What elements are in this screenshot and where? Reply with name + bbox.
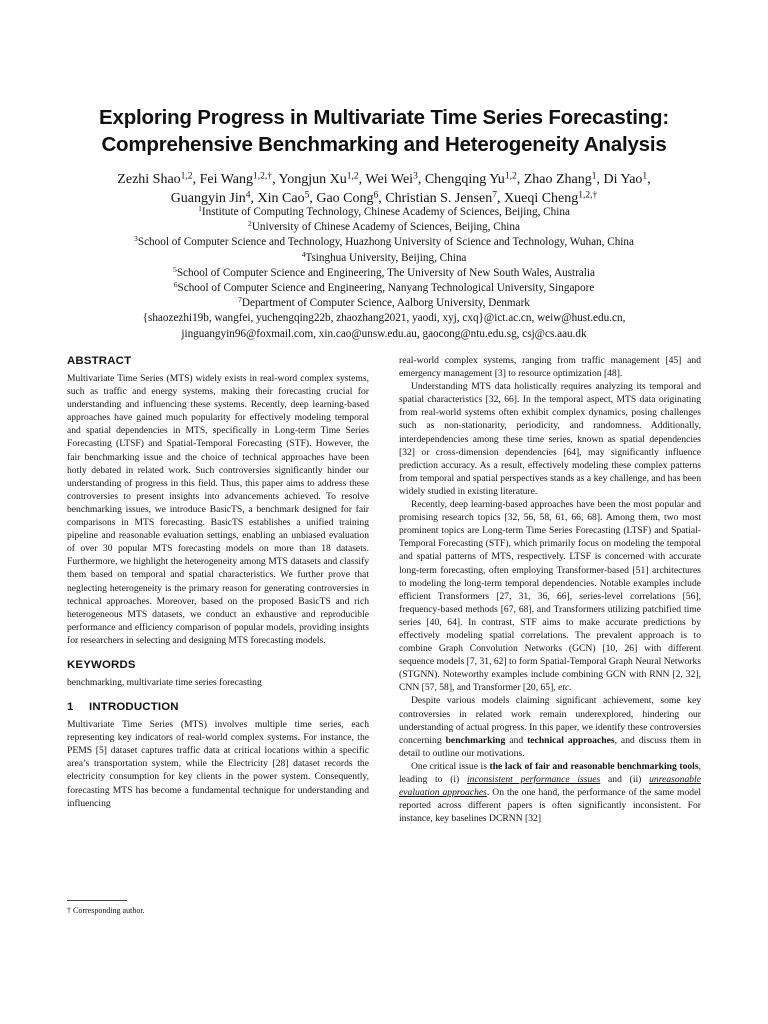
affiliation: $^2$University of Chinese Academy of Sciences, Beijing, China	[248, 219, 520, 234]
affiliations	[40, 205, 728, 342]
author: Wei Wei$^3$,	[365, 171, 425, 187]
author: Fei Wang$^{1,2,\dagger}$,	[199, 171, 279, 187]
footnote: † Corresponding author.	[67, 906, 145, 915]
left-column	[67, 354, 369, 810]
author-line-1	[40, 170, 728, 189]
intro-paragraph-4: Despite various models claiming significant achievement, some key controversies in related work remain underexplored, hindering our understanding of actual progress. In this paper, we identify these controversies concerning benchmarking and technical approaches, and discuss them in detail to outline our motivations.	[399, 695, 702, 759]
author: Zezhi Shao$^{1,2}$,	[117, 171, 200, 187]
keywords-heading: KEYWORDS	[67, 658, 136, 671]
intro-paragraph-5: One critical issue is the lack of fair and reasonable benchmarking tools, leading to (i) inconsistent performance issues and (ii) unreasonable evaluation approaches. On the one hand, the performance of the same model reported across different papers is often significantly inconsistent. For instance, key baselines DCRNN [32]	[399, 760, 701, 825]
affiliation: $^7$Department of Computer Science, Aalborg University, Denmark	[238, 295, 530, 310]
footnote-rule	[67, 900, 127, 901]
introduction-heading: 1 INTRODUCTION	[67, 701, 179, 714]
intro-paragraph-1: Multivariate Time Series (MTS) involves multiple time series, each representing key indicators of real-world complex systems. For instance, the PEMS [5] dataset captures traffic data at critical locations within a specific area’s transportation system, while the Electricity [28] dataset records the electricity consumption for key clients in the power system. Consequently, forecasting MTS has become a fundamental technique for understanding and influencing	[67, 719, 369, 809]
email-line-2[interactable]: jinguangyin96@foxmail.com, xin.cao@unsw.edu.au, gaocong@ntu.edu.sg, csj@cs.aau.dk	[181, 327, 587, 340]
author: Yongjun Xu$^{1,2}$,	[278, 171, 366, 187]
keywords-text: benchmarking, multivariate time series forecasting	[67, 676, 262, 688]
author: Christian S. Jensen$^7$,	[385, 190, 504, 206]
affiliation: $^5$School of Computer Science and Engineering, The University of New South Wales, Australia	[173, 265, 595, 279]
intro-paragraph-2: Understanding MTS data holistically requires analyzing its temporal and spatial characteristics [32, 66]. In the temporal aspect, MTS data originating from real-world systems often exhibit complex dynamics, posing challenges such as non-stationarity, periodicity, and randomness. Additionally, interdependencies among these time series, known as spatial dependencies [32] or cross-dimension dependencies [64], may significantly influence prediction accuracy. As a result, effectively modeling these complex patterns from temporal and spatial perspectives stands as a key challenge, and has been widely studied in existing literature.	[399, 381, 701, 497]
title-line-2: Comprehensive Benchmarking and Heterogeneity Analysis	[101, 133, 667, 156]
author: Guangyin Jin$^4$,	[170, 190, 258, 206]
affiliation: $^4$Tsinghua University, Beijing, China	[301, 249, 467, 264]
author: Xueqi Cheng$^{1,2,\dagger}$	[504, 190, 598, 206]
affiliation: $^1$Institute of Computing Technology, Chinese Academy of Sciences, Beijing, China	[198, 204, 570, 218]
author-list	[40, 170, 728, 208]
author: Chengqing Yu$^{1,2}$,	[424, 171, 524, 187]
abstract-heading: ABSTRACT	[67, 355, 132, 367]
author: Gao Cong$^6$,	[316, 190, 386, 206]
intro-paragraph-1-cont: real-world complex systems, ranging from traffic management [45] and emergency management [3] to resource optimization [48].	[399, 355, 701, 380]
title-line-1: Exploring Progress in Multivariate Time Series Forecasting:	[99, 106, 669, 129]
affiliation: $^3$School of Computer Science and Technology, Huazhong University of Science and Technology, Wuhan, China	[134, 234, 634, 249]
author: Xin Cao$^5$,	[257, 190, 317, 206]
intro-paragraph-3: Recently, deep learning-based approaches have been the most popular and promising research topics [32, 56, 58, 61, 66, 68]. Among them, two most prominent topics are Long-term Time Series Forecasting (LTSF) and Spatial-Temporal Forecasting (STF), which primarily focus on modeling the temporal and spatial patterns of MTS, respectively. LTSF is concerned with accurate long-term forecasting, often employing Transformer-based [51] architectures to modeling the long-term temporal dependencies. Notable examples include efficient Transformers [27, 31, 36, 66], series-level correlations [56], frequency-based methods [67, 68], and Transformers utilizing patchified time series [40, 64]. In contrast, STF aims to make accurate predictions by effectively modeling spatial correlations. The prevalent approach is to combine Graph Convolution Networks (GCN) [10, 26] with different sequence models [7, 31, 62] to form Spatial-Temporal Graph Neural Networks (STGNN). Noteworthy examples include combining GCN with RNN [2, 32], CNN [57, 58], and Transformer [20, 65], etc.	[399, 499, 701, 694]
affiliation: $^6$School of Computer Science and Engineering, Nanyang Technological University, Singapore	[173, 280, 595, 295]
email-line-1[interactable]: {shaozezhi19b, wangfei, yuchengqing22b, zhaozhang2021, yaodi, xyj, cxq}@ict.ac.cn, weiw@hust.edu.cn,	[142, 312, 626, 325]
abstract-text: Multivariate Time Series (MTS) widely exists in real-word complex systems, such as traffic and energy systems, making their forecasting crucial for understanding and influencing these systems. Recently, deep learning-based approaches have gained much popularity for effectively modeling temporal and spatial dependencies in MTS, specifically in Long-term Time Series Forecasting (LTSF) and Spatial-Temporal Forecasting (STF). However, the fair benchmarking issue and the choice of technical approaches have been hotly debated in related work. Such controversies significantly hinder our understanding of progress in this field. Thus, this paper aims to address these controversies to present insights into advancements achieved. To resolve benchmarking issues, we introduce BasicTS, a benchmark designed for fair comparisons in MTS forecasting. BasicTS establishes a unified training pipeline and reasonable evaluation settings, enabling an unbiased evaluation of over 30 popular MTS forecasting models on more than 18 datasets. Furthermore, we highlight the heterogeneity among MTS datasets and classify them based on temporal and spatial characteristics. We further prove that neglecting heterogeneity is the primary reason for generating controversies in technical approaches. Moreover, based on the proposed BasicTS and rich heterogeneous MTS datasets, we conduct an exhaustive and reproducible performance and efficiency comparison of popular models, providing insights for researchers in selecting and designing MTS forecasting models.	[67, 373, 369, 646]
paper-title	[60, 104, 708, 158]
author: Zhao Zhang$^1$,	[523, 171, 604, 187]
right-column	[399, 354, 701, 825]
author: Di Yao$^1$,	[603, 171, 651, 187]
